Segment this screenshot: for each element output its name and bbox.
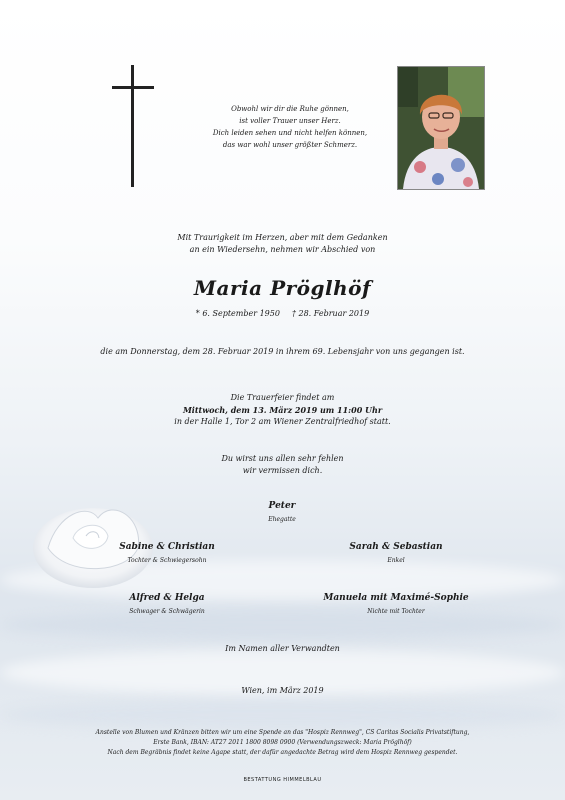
place-date: Wien, im März 2019: [241, 686, 324, 695]
intro-line: Mit Traurigkeit im Herzen, aber mit dem Gedanken: [177, 233, 388, 242]
farewell-line: wir vermissen dich.: [242, 466, 323, 475]
funeral-home-label: BESTATTUNG HIMMELBLAU: [243, 777, 322, 783]
ceremony-location: in der Halle 1, Tor 2 am Wiener Zentralfriedhof statt.: [174, 417, 391, 426]
mourner-relation: Schwager & Schwägerin: [129, 608, 205, 615]
note-line: Anstelle von Blumen und Kränzen bitten wir um eine Spende an das "Hospiz Rennweg", CS Caritas Socialis Privatstiftung,: [95, 729, 470, 736]
mourner-name: Manuela mit Maximé-Sophie: [323, 593, 469, 603]
life-dates: [0, 308, 565, 320]
death-date: † 28. Februar 2019: [291, 309, 370, 318]
relatives-note: Im Namen aller Verwandten: [225, 644, 340, 653]
mourner-name: Alfred & Helga: [129, 593, 205, 603]
poem-line: Dich leiden sehen und nicht helfen können,: [212, 129, 368, 137]
note-line: Erste Bank, IBAN: AT27 2011 1800 8098 0900 (Verwendungszweck: Maria Pröglhöf): [153, 739, 412, 746]
ceremony-line: Die Trauerfeier findet am: [230, 393, 335, 402]
death-note: die am Donnerstag, dem 28. Februar 2019 in ihrem 69. Lebensjahr von uns gegangen ist.: [100, 347, 465, 356]
mourner-relation: Enkel: [387, 557, 405, 564]
note-line: Nach dem Begräbnis findet keine Agape statt, der dafür angedachte Betrag wird dem Hospiz Rennweg gespendet.: [107, 749, 458, 756]
birth-date: * 6. September 1950: [195, 309, 280, 318]
mourner-relation: Tochter & Schwiegersohn: [127, 557, 207, 564]
portrait-photo: [397, 66, 485, 190]
mourner-name: Sarah & Sebastian: [349, 542, 443, 552]
poem-line: ist voller Trauer unser Herz.: [239, 117, 341, 125]
mourner-relation: Ehegatte: [268, 516, 296, 523]
ceremony-info: [0, 392, 565, 428]
mourner-entry: [296, 592, 496, 617]
mourner-entry: [67, 541, 267, 566]
mourner-relation: Nichte mit Tochter: [367, 608, 425, 615]
mourner-entry: [296, 541, 496, 566]
mourner-spouse: [182, 500, 382, 525]
poem: [190, 103, 390, 151]
deceased-name: Maria Pröglhöf: [193, 276, 372, 300]
mourner-entry: [67, 592, 267, 617]
intro-text: [0, 232, 565, 256]
donation-notes: [0, 728, 565, 758]
farewell-text: [0, 453, 565, 477]
intro-line: an ein Wiedersehn, nehmen wir Abschied von: [189, 245, 376, 254]
cross-icon: [112, 65, 154, 187]
poem-line: Obwohl wir dir die Ruhe gönnen,: [231, 105, 349, 113]
mourner-name: Peter: [268, 501, 296, 511]
water-background: [0, 700, 565, 730]
farewell-line: Du wirst uns allen sehr fehlen: [221, 454, 344, 463]
poem-line: das war wohl unser größter Schmerz.: [222, 141, 358, 149]
ceremony-datetime: Mittwoch, dem 13. März 2019 um 11:00 Uhr: [182, 405, 383, 415]
mourner-name: Sabine & Christian: [119, 542, 215, 552]
